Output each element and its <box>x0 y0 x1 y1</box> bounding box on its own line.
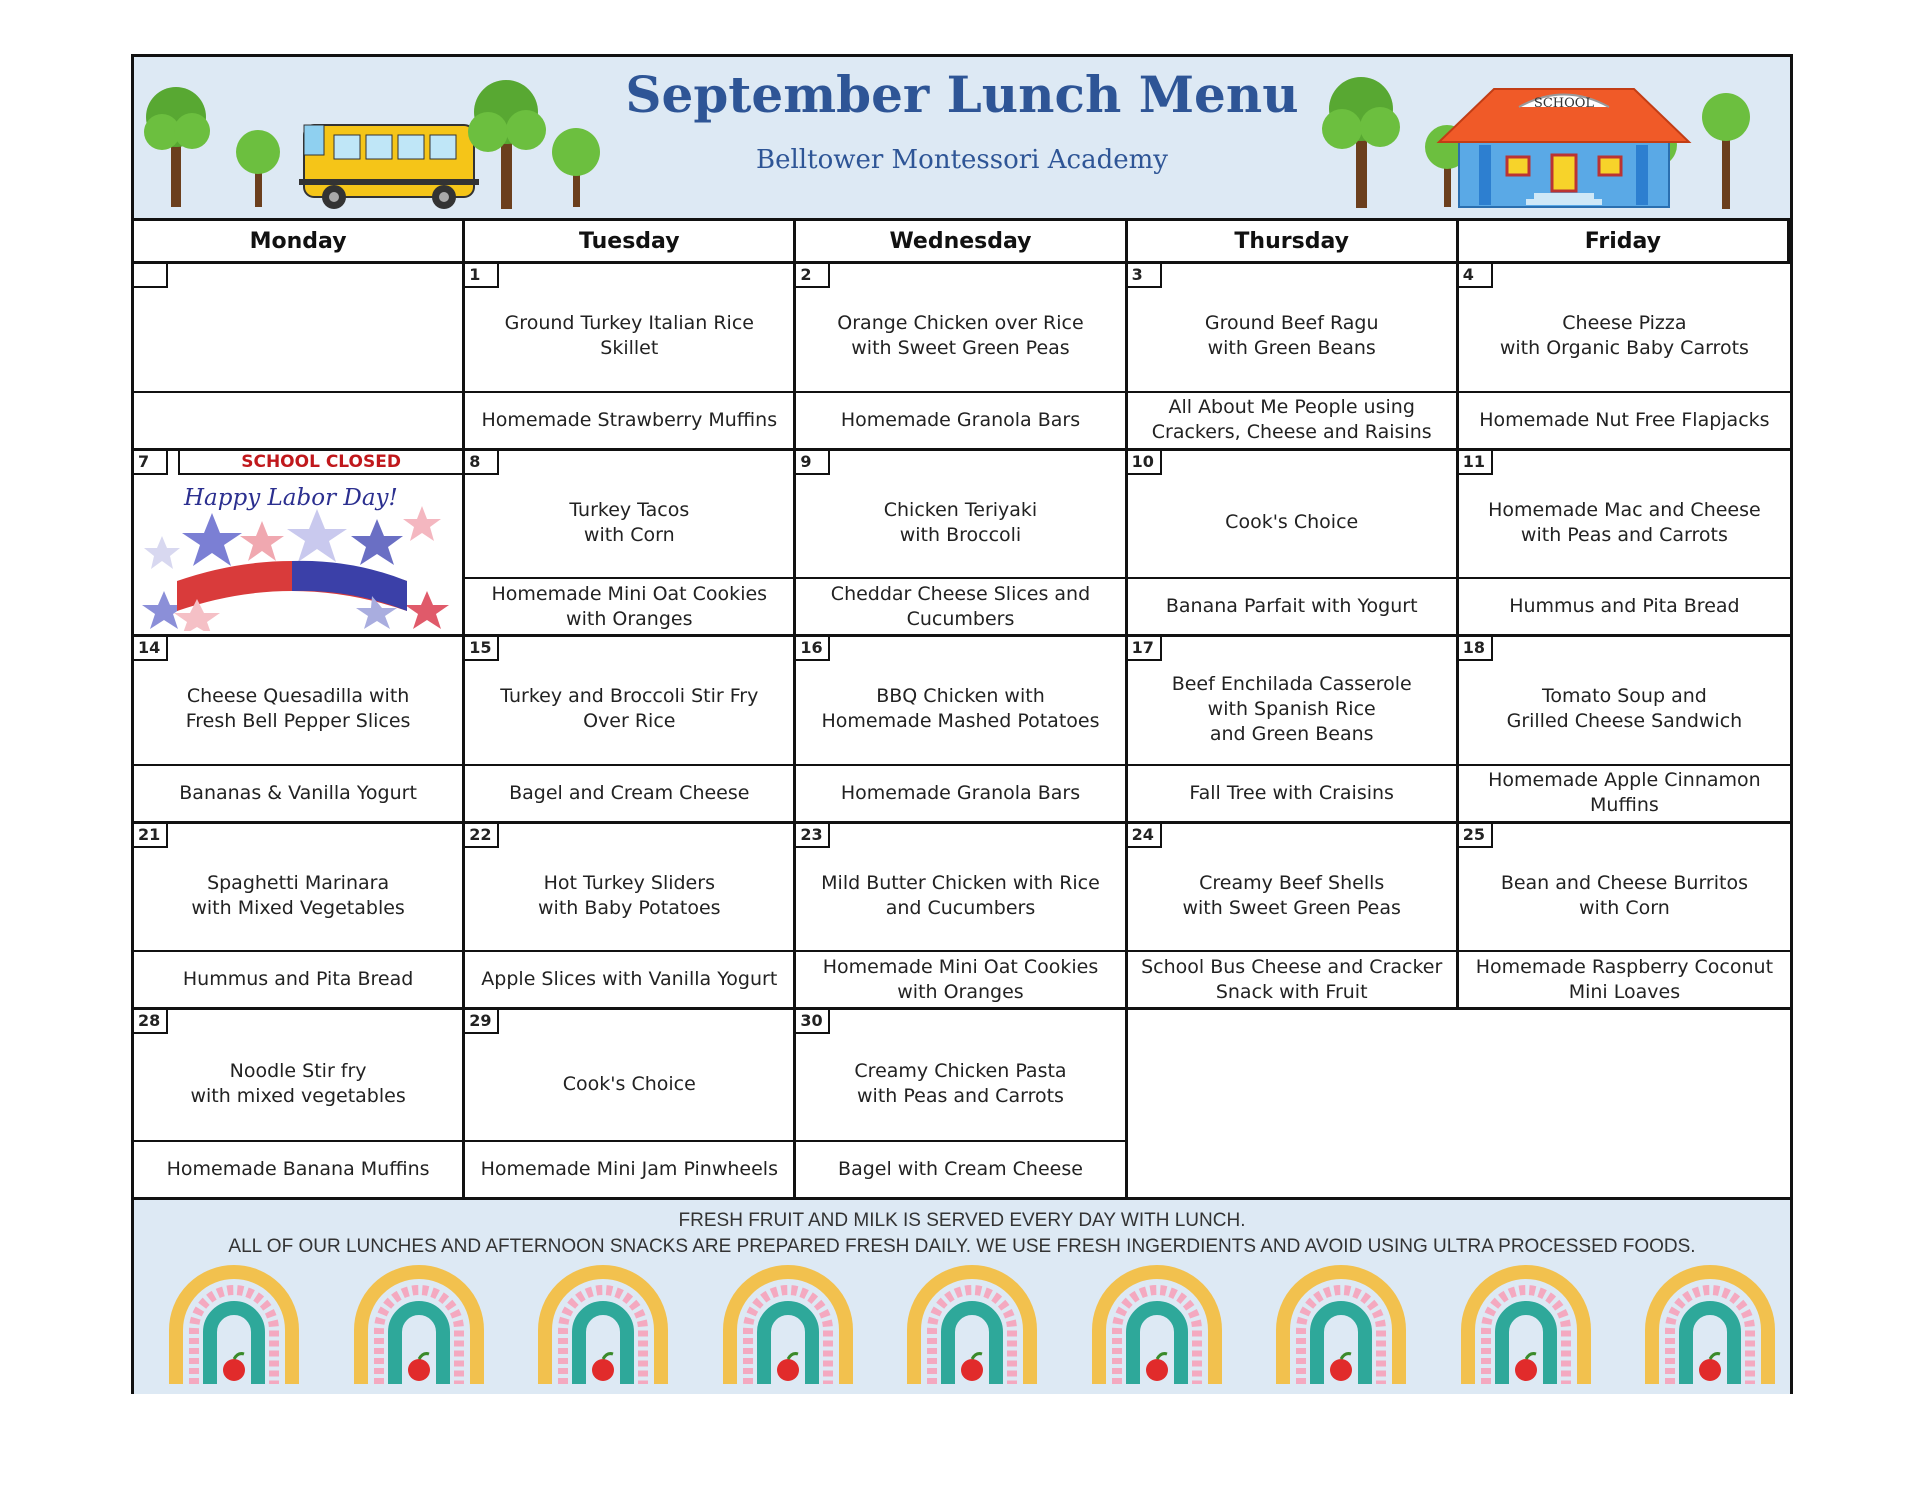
calendar-grid <box>134 221 1790 1197</box>
day-cell-7 <box>134 451 465 638</box>
day-cell-14 <box>134 637 465 824</box>
day-number: 25 <box>1459 824 1493 848</box>
day-cell-16 <box>796 637 1127 824</box>
tree-icon <box>1322 77 1400 208</box>
day-number: 2 <box>796 264 830 288</box>
day-header-friday: Friday <box>1459 221 1790 264</box>
day-cell-23 <box>796 824 1127 1011</box>
day-header-thursday: Thursday <box>1128 221 1459 264</box>
lunch-item: Cheese Quesadilla with Fresh Bell Pepper Slices <box>185 685 411 733</box>
school-closed-label: SCHOOL CLOSED <box>178 451 462 475</box>
labor-day-banner: Happy Labor Day! <box>184 484 398 511</box>
lunch-item: Mild Butter Chicken with Rice and Cucumbers <box>821 872 1100 920</box>
day-number: 30 <box>796 1010 830 1034</box>
snack-item: Homemade Granola Bars <box>796 764 1124 821</box>
lunch-item: Orange Chicken over Rice with Sweet Green Peas <box>837 312 1084 360</box>
footer-line-2: ALL OF OUR LUNCHES AND AFTERNOON SNACKS ARE PREPARED FRESH DAILY. WE USE FRESH INGERDIENTS AND AVOID USING ULTRA PROCESSED FOODS. <box>228 1236 1696 1257</box>
day-number: 10 <box>1128 451 1162 475</box>
lunch-item: Cheese Pizza with Organic Baby Carrots <box>1499 312 1749 360</box>
snack-item: Cheddar Cheese Slices and Cucumbers <box>796 577 1124 634</box>
lunch-item: Tomato Soup and Grilled Cheese Sandwich <box>1506 685 1743 733</box>
lunch-item: Spaghetti Marinara with Mixed Vegetables <box>191 872 405 920</box>
snack-item: Homemade Nut Free Flapjacks <box>1459 391 1790 448</box>
day-number: 4 <box>1459 264 1493 288</box>
page-subtitle: Belltower Montessori Academy <box>756 145 1168 175</box>
lunch-item: Ground Beef Ragu with Green Beans <box>1204 312 1379 360</box>
snack-item: Homemade Apple Cinnamon Muffins <box>1459 764 1790 821</box>
lunch-item: Creamy Beef Shells with Sweet Green Peas <box>1182 872 1401 920</box>
day-cell-1 <box>465 264 796 451</box>
footer <box>134 1197 1790 1394</box>
day-cell-25 <box>1459 824 1790 1011</box>
day-number <box>134 264 168 288</box>
snack-item: Apple Slices with Vanilla Yogurt <box>465 950 793 1007</box>
day-number: 11 <box>1459 451 1493 475</box>
school-sign: SCHOOL <box>1533 96 1595 111</box>
day-cell-9 <box>796 451 1127 638</box>
snack-item: Homemade Mini Oat Cookies with Oranges <box>465 577 793 634</box>
rainbow-pencil-icon <box>1456 1260 1596 1388</box>
day-cell-empty <box>134 264 465 451</box>
snack-item: School Bus Cheese and Cracker Snack with Fruit <box>1128 950 1456 1007</box>
lunch-item: BBQ Chicken with Homemade Mashed Potatoes <box>821 685 1100 733</box>
day-number: 28 <box>134 1010 168 1034</box>
day-cell-4 <box>1459 264 1790 451</box>
footer-line-1: FRESH FRUIT AND MILK IS SERVED EVERY DAY WITH LUNCH. <box>678 1210 1246 1231</box>
lunch-item: Homemade Mac and Cheese with Peas and Carrots <box>1488 498 1761 546</box>
day-cell-8 <box>465 451 796 638</box>
lunch-item: Chicken Teriyaki with Broccoli <box>883 498 1038 546</box>
day-cell-22 <box>465 824 796 1011</box>
day-number: 15 <box>465 637 499 661</box>
snack-item: Homemade Raspberry Coconut Mini Loaves <box>1459 950 1790 1007</box>
snack-item: Bagel with Cream Cheese <box>796 1140 1124 1197</box>
day-cell-21 <box>134 824 465 1011</box>
snack-item: Bagel and Cream Cheese <box>465 764 793 821</box>
day-number: 29 <box>465 1010 499 1034</box>
day-cell-29 <box>465 1010 796 1197</box>
day-cell-17 <box>1128 637 1459 824</box>
snack-item: Homemade Banana Muffins <box>134 1140 462 1197</box>
snack-item: Homemade Granola Bars <box>796 391 1124 448</box>
day-number: 16 <box>796 637 830 661</box>
day-cell-28 <box>134 1010 465 1197</box>
snack-item: Hummus and Pita Bread <box>134 950 462 1007</box>
lunch-item: Cook's Choice <box>1225 511 1359 534</box>
rainbow-row <box>164 1260 1780 1390</box>
rainbow-pencil-icon <box>349 1260 489 1388</box>
day-number: 23 <box>796 824 830 848</box>
day-cell-2 <box>796 264 1127 451</box>
lunch-item: Turkey and Broccoli Stir Fry Over Rice <box>500 685 759 733</box>
lunch-item: Beef Enchilada Casserole with Spanish Rice and Green Beans <box>1171 672 1412 745</box>
rainbow-pencil-icon <box>533 1260 673 1388</box>
day-cell-11 <box>1459 451 1790 638</box>
rainbow-pencil-icon <box>1271 1260 1411 1388</box>
rainbow-pencil-icon <box>164 1260 304 1388</box>
day-number: 21 <box>134 824 168 848</box>
lunch-item: Ground Turkey Italian Rice Skillet <box>504 312 754 360</box>
menu-frame <box>131 54 1793 1394</box>
day-cell-10 <box>1128 451 1459 638</box>
rainbow-pencil-icon <box>902 1260 1042 1388</box>
rainbow-pencil-icon <box>718 1260 858 1388</box>
lunch-item: Hot Turkey Sliders with Baby Potatoes <box>538 872 721 920</box>
day-number: 22 <box>465 824 499 848</box>
day-cell-30 <box>796 1010 1127 1197</box>
snack-item: All About Me People using Crackers, Cheese and Raisins <box>1128 391 1456 448</box>
rainbow-pencil-icon <box>1640 1260 1780 1388</box>
tree-icon <box>1702 93 1750 209</box>
trees-school-art <box>1294 67 1784 212</box>
lunch-item: Creamy Chicken Pasta with Peas and Carrots <box>854 1060 1067 1108</box>
day-header-tuesday: Tuesday <box>465 221 796 264</box>
lunch-item: Noodle Stir fry with mixed vegetables <box>190 1060 406 1108</box>
snack-item: Homemade Strawberry Muffins <box>465 391 793 448</box>
day-number: 7 <box>134 451 168 475</box>
day-number: 17 <box>1128 637 1162 661</box>
lunch-item <box>134 264 462 391</box>
page-title: September Lunch Menu <box>625 65 1299 124</box>
snack-item: Banana Parfait with Yogurt <box>1128 577 1456 634</box>
schoolhouse-icon <box>1439 89 1689 207</box>
day-cell-15 <box>465 637 796 824</box>
header <box>134 57 1790 221</box>
day-number: 24 <box>1128 824 1162 848</box>
rainbow-pencil-icon <box>1087 1260 1227 1388</box>
lunch-item: Bean and Cheese Burritos with Corn <box>1500 872 1748 920</box>
snack-item: Bananas & Vanilla Yogurt <box>134 764 462 821</box>
day-header-monday: Monday <box>134 221 465 264</box>
day-number: 9 <box>796 451 830 475</box>
lunch-item: Turkey Tacos with Corn <box>569 498 690 546</box>
empty-cell <box>1128 1010 1790 1197</box>
snack-item: Homemade Mini Jam Pinwheels <box>465 1140 793 1197</box>
day-cell-24 <box>1128 824 1459 1011</box>
day-number: 1 <box>465 264 499 288</box>
day-header-wednesday: Wednesday <box>796 221 1127 264</box>
day-number: 14 <box>134 637 168 661</box>
day-number: 18 <box>1459 637 1493 661</box>
snack-item: Hummus and Pita Bread <box>1459 577 1790 634</box>
day-number: 3 <box>1128 264 1162 288</box>
snack-item: Fall Tree with Craisins <box>1128 764 1456 821</box>
snack-item: Homemade Mini Oat Cookies with Oranges <box>796 950 1124 1007</box>
lunch-item: Cook's Choice <box>562 1072 696 1095</box>
day-cell-3 <box>1128 264 1459 451</box>
day-cell-18 <box>1459 637 1790 824</box>
day-number: 8 <box>465 451 499 475</box>
snack-item <box>134 391 462 448</box>
